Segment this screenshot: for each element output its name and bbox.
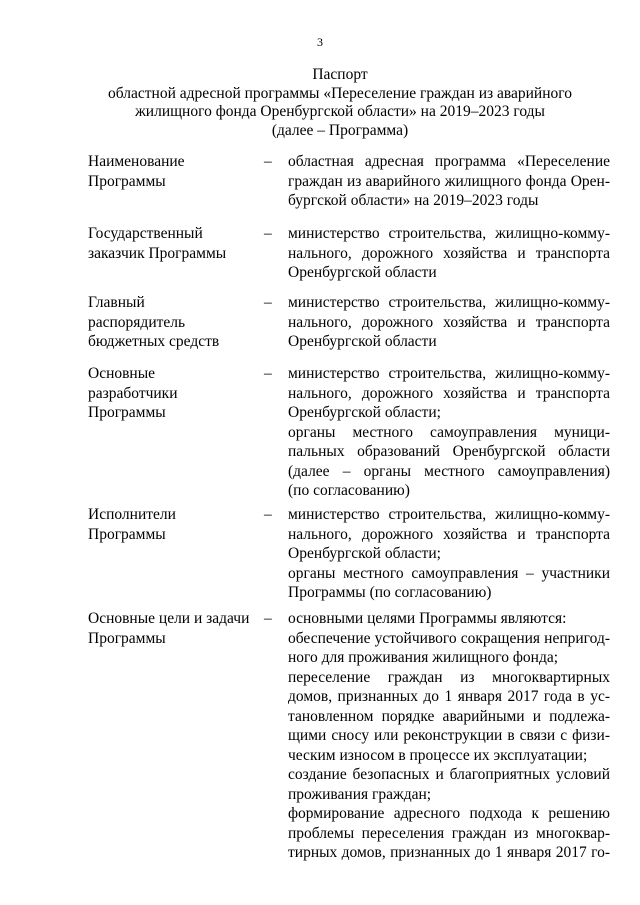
- title-line: областной адресной программы «Переселение граждан из аварийного: [108, 84, 572, 102]
- value-line: (по согласованию): [288, 482, 410, 499]
- label-line: Программы: [88, 629, 166, 647]
- dash-separator: –: [264, 506, 272, 523]
- value-line: Оренбургской области: [288, 264, 437, 281]
- row-label: [88, 364, 263, 423]
- value-line: основными целями Программы являются:: [288, 610, 567, 627]
- value-line: министерство строительства, жилищно-комму-: [288, 365, 610, 382]
- value-line: министерство строительства, жилищно-комму-: [288, 506, 610, 523]
- value-line: нального, дорожного хозяйства и транспорта: [288, 244, 610, 262]
- label-line: Основные: [88, 365, 156, 382]
- dash-separator: –: [264, 225, 272, 242]
- label-line: Главный: [88, 294, 145, 311]
- row-value: [288, 609, 610, 863]
- value-line: граждан из аварийного жилищного фонда Орен-: [288, 172, 610, 190]
- label-line: Программы: [88, 404, 166, 421]
- label-line: бюджетных средств: [88, 333, 220, 350]
- value-line: домов, признанных до 1 января 2017 года в ус-: [288, 688, 610, 705]
- page-number: 3: [317, 35, 323, 49]
- value-line: (далее – органы местного самоуправления): [288, 462, 610, 480]
- row-value: [288, 224, 610, 283]
- value-line: Оренбургской области;: [288, 545, 441, 562]
- value-line: создание безопасных и благоприятных условий: [288, 766, 610, 783]
- value-line: щими сносу или реконструкции в связи с физи-: [288, 727, 610, 744]
- value-line: формирование адресного подхода к решению: [288, 805, 610, 822]
- label-line: распорядитель: [88, 313, 186, 331]
- value-line: бургской области» на 2019–2023 годы: [288, 192, 539, 209]
- value-line: переселение граждан из многоквартирных: [288, 668, 610, 686]
- row-label: [88, 224, 263, 263]
- title-line: Паспорт: [312, 66, 368, 83]
- label-line: Программы: [88, 172, 166, 190]
- document-title: [40, 66, 640, 140]
- value-line: Оренбургской области: [288, 333, 437, 350]
- value-line: ческим износом в процессе их эксплуатации;: [288, 746, 588, 764]
- row-label: [88, 505, 263, 544]
- value-line: органы местного самоуправления – участники: [288, 564, 610, 582]
- value-line: нального, дорожного хозяйства и транспорта: [288, 525, 610, 543]
- value-line: Оренбургской области;: [288, 404, 441, 421]
- label-line: Исполнители: [88, 506, 176, 523]
- title-line: (далее – Программа): [271, 121, 409, 139]
- dash-separator: –: [264, 294, 272, 311]
- label-line: Программы: [88, 525, 166, 543]
- row-value: [288, 152, 610, 211]
- title-line: жилищного фонда Оренбургской области» на 2019–2023 годы: [135, 103, 545, 120]
- value-line: проблемы переселения граждан из многоквар-: [288, 824, 610, 842]
- row-label: [88, 293, 263, 352]
- value-line: министерство строительства, жилищно-комму-: [288, 225, 610, 242]
- row-value: [288, 364, 610, 501]
- row-label: [88, 152, 263, 191]
- value-line: проживания граждан;: [288, 785, 432, 803]
- value-line: нального, дорожного хозяйства и транспорта: [288, 384, 610, 402]
- value-line: органы местного самоуправления муници-: [288, 423, 610, 441]
- value-line: министерство строительства, жилищно-комму-: [288, 294, 610, 311]
- label-line: разработчики: [88, 384, 178, 402]
- dash-separator: –: [264, 610, 272, 627]
- value-line: пальных образований Оренбургской области: [288, 443, 610, 460]
- dash-separator: –: [264, 365, 272, 382]
- row-value: [288, 505, 610, 603]
- label-line: Государственный: [88, 225, 203, 242]
- dash-separator: –: [264, 153, 272, 170]
- value-line: обеспечение устойчивого сокращения непригод-: [288, 629, 610, 647]
- label-line: заказчик Программы: [88, 244, 227, 262]
- label-line: Наименование: [88, 153, 185, 170]
- value-line: Программы (по согласованию): [288, 584, 492, 601]
- label-line: Основные цели и задачи: [88, 610, 250, 627]
- value-line: тирных домов, признанных до 1 января 2017 го-: [288, 844, 610, 861]
- value-line: областная адресная программа «Переселение: [288, 153, 610, 170]
- value-line: ного для проживания жилищного фонда;: [288, 649, 559, 666]
- value-line: тановленном порядке аварийными и подлежа-: [288, 707, 610, 725]
- value-line: нального, дорожного хозяйства и транспорта: [288, 313, 610, 331]
- row-label: [88, 609, 263, 648]
- row-value: [288, 293, 610, 352]
